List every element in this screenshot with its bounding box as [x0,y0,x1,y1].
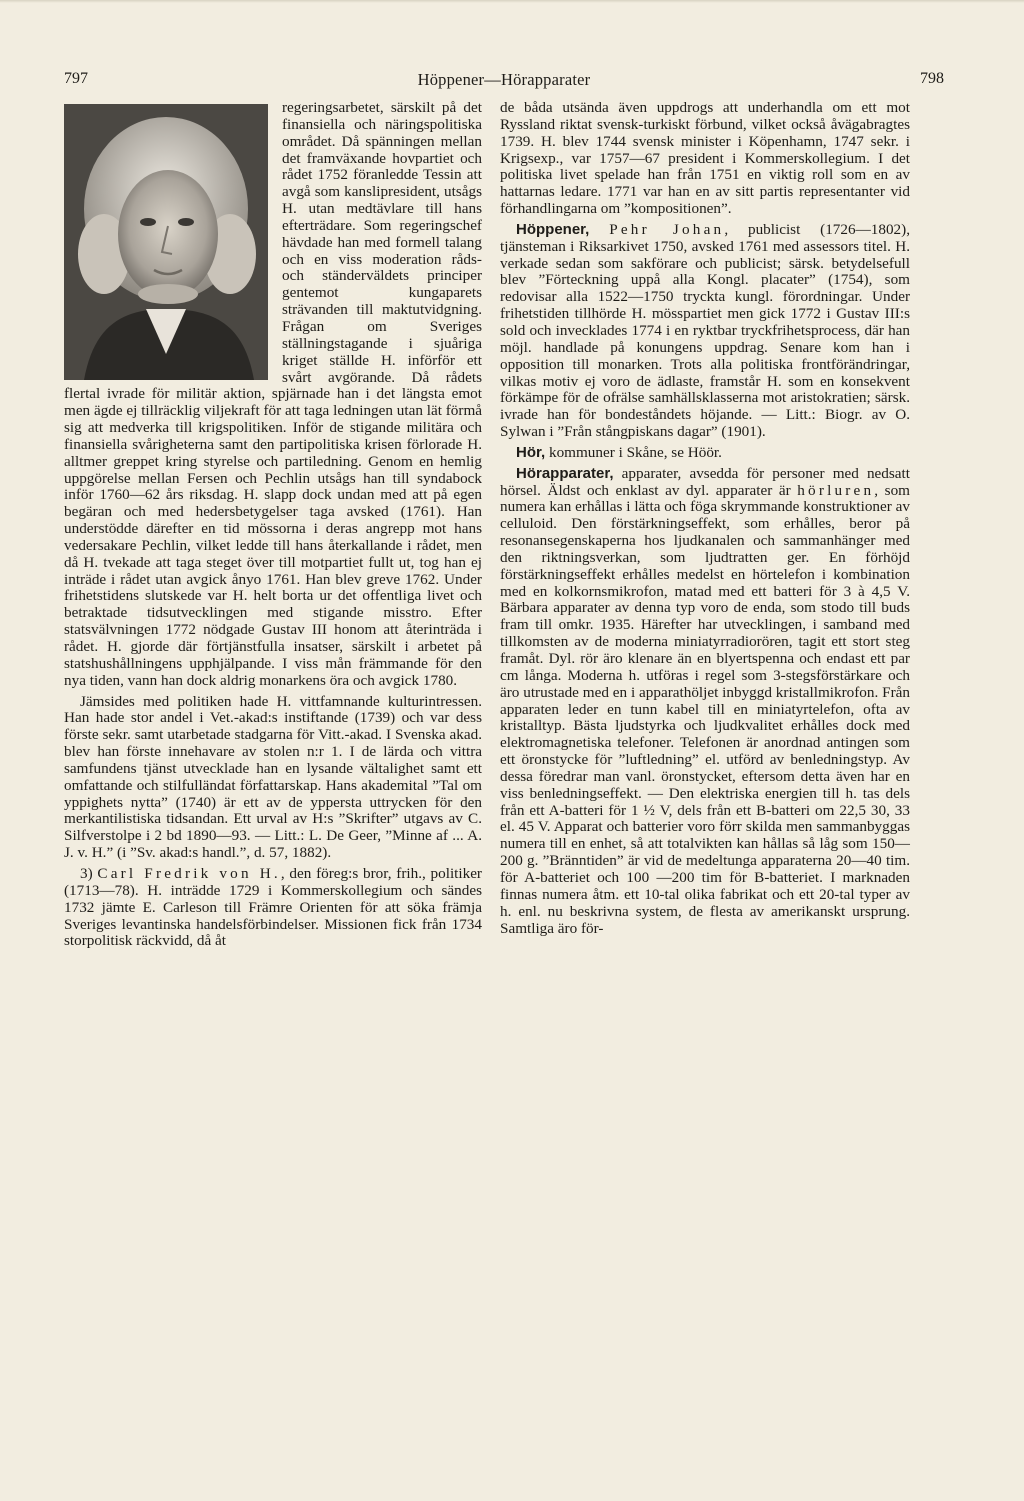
page-number-right: 798 [920,70,944,87]
term-horluren: hörluren [797,481,875,499]
entry-head-hor: Hör, [516,443,546,461]
entry-name-pehr-johan: Pehr Johan [609,220,725,238]
portrait-eye-right [178,218,194,226]
entry-horapparater [500,466,910,938]
entry-number: 3) [80,864,93,882]
portrait-drawing [64,104,268,380]
left-paragraph-1: regeringsarbetet, särskilt på det finansiella och näringspolitiska området. Då spänningen mellan det framväxande hovpartiet och rådet 1752 föranledde Tessin att avgå som kanslipresident, utsågs H. utan medtävlare till hans efterträdare. Som regeringschef hävdade han med formell talang och en viss moderation råds- och ständerväldets principer gentemot kungaparets strävanden till maktutvidgning. Frågan om Sveriges ställningstagande i sjuåriga kriget ställde H. införför ett svårt avgörande. Då rådets flertal ivrade för militär aktion, spjärnade han i det längsta emot men ägde ej tillräcklig viljekraft för att taga ledningen utan lät förmå sig att medverka till krigspolitiken. Inför de stigande militära och finansiella svårigheterna samt den partipolitiska krisen förlorade H. alltmer greppet kring styrelse och partiledning. Genom en hemlig uppgörelse mellan Fersen och Pechlin utsågs han till syndabock inför 1760—62 års riksdag. H. slapp dock undan med att på egen begäran och med hedersbetygelser taga avsked (1761). Han understödde därefter en tid mössorna i deras angrepp mot hans vedersakare Pechlin, vilket ledde till hans återkallande i rådet, men då H. tvekade att taga steget över till motpartiet fullt ut, tog han ej inträde i rådet utan avgick ånyo 1761. Han blev greve 1762. Under frihetstidens slutskede var H. helt borta ur det offentliga livet och betraktade tidsutvecklingen med stigande misstro. Efter statsvälvningen 1772 nödgade Gustav III honom att återinträda i rådet. H. gjorde där förtjänstfulla insatser, särskilt i arbetet på statshushållningens upphjälpande. I viss mån främmande för den nya tiden, vann han dock aldrig monarkens öra och avgick 1780. [64,99,482,689]
left-paragraph-3 [64,866,482,950]
portrait-face [118,170,218,298]
running-header [64,70,944,98]
entry-name-carl-fredrik: Carl Fredrik von H. [97,864,281,882]
left-paragraph-2: Jämsides med politiken hade H. vittfamnande kulturintressen. Han hade stor andel i Vet.-akad:s instiftande (1739) och var dess förste sekr. samt utarbetade stadgarna för Vitt.-akad. I Svenska akad. blev han förste innehavare av stolen n:r 1. I de lärda och vittra samfundens tjänst utvecklade han en lysande vältalighet samt ett omfattande och stilfulländat författarskap. Hans akademital ”Tal om yppighets nytta” (1740) är ett av de yppersta uttrycken för den merkantilistiska tidsandan. Ett urval av H:s ”Skrifter” utgavs av C. Silfverstolpe i 2 bd 1890—93. — Litt.: L. De Geer, ”Minne af ... A. J. v. H.” (i ”Sv. akad:s handl.”, d. 57, 1882). [64,692,482,862]
portrait-eye-left [140,218,156,226]
entry-hor [500,445,910,462]
page-number-left: 797 [64,70,88,87]
entry-head-hoppener: Höppener, [516,220,590,238]
top-edge [0,0,1024,3]
entry-text-hor: kommuner i Skåne, se Höör. [545,443,722,461]
header-title: Höppener—Hörapparater [417,70,591,89]
entry-hoppener [500,222,910,441]
entry-head-horapparater: Hörapparater, [516,464,614,482]
entry-text-hoppener: , publicist (1726—1802), tjänsteman i Riksarkivet 1750, avsked 1761 med assessors titel. H. verkade sedan som sakförare och publicist; särsk. betydelsefull blev ”Förteckning uppå alla Kongl. placater” (1754), som redovisar alla 1522—1750 tryckta kungl. förordningar. Under frihetstiden tillhörde H. mösspartiet men gick 1772 i Gustav III:s sold och invecklades 1774 i en ryktbar tryckfrihetsprocess, där han möjl. handlade på konungens uppdrag. Senare kom han i opposition till monarken. Trots alla politiska frontförändringar, vilkas motiv ej voro de ädlaste, framstår H. som en konsekvent förkämpe för de ofrälse samhällsklasserna mot aristokratien; särsk. ivrade han för bondeståndets höjande. — Litt.: Biogr. av O. Sylwan i ”Från stångpiskans dagar” (1901). [500,220,910,441]
right-column [500,100,910,937]
entry-text-carl-fredrik: , den föreg:s bror, frih., politiker (1713—78). H. inträdde 1729 i Kommerskollegium och sändes 1732 jämte E. Carleson till Främre Orienten för att söka främja Sveriges levantinska handelsförbindelser. Missionen fick från 1734 storpolitisk räckvidd, då åt [64,864,482,950]
portrait-image [64,104,268,380]
entry-text-horapparater-a: apparater, avsedda för personer med nedsatt hörsel. Äldst och enklast av dyl. apparater är [500,464,910,499]
right-paragraph-1: de båda utsända även uppdrogs att underhandla om ett mot Ryssland riktat svensk-turkiskt förbund, vilket också åvägabragtes 1739. H. blev 1744 svensk minister i Köpenhamn, 1747 sekr. i Krigsexp., var 1757—67 president i Kommerskollegium. I det politiska livet spelade han från 1751 en viktig roll som en av hattarnas ledare. 1771 var han en av sitt partis representanter vid förhandlingarna om ”kompositionen”. [500,99,910,218]
portrait-chin [138,284,198,304]
left-column [64,100,482,950]
entry-text-horapparater-b: , som numera kan erhållas i lätta och föga skrymmande konstruktioner av celluloid. Den förstärkningseffekt, som erhålles, beror på resonansegenskaperna hos ljudkanalen och sammanhänger med den riktningsverkan, som ljudtratten ger. En förhöjd förstärkningseffekt erhålles medelst en hörtelefon i kombination med en kolkornsmikrofon, matad med ett batteri för 3 à 4,5 V. Bärbara apparater av denna typ voro de enda, som stodo till buds fram till omkr. 1935. Härefter har utvecklingen, i samband med tillkomsten av de moderna miniatyrradiorören, tagit ett stort steg framåt. Dyl. rör äro klenare än en blyertspenna och endast ett par cm långa. Moderna h. utföras i regel som 3-stegsförstärkare och äro utrustade med en i apparathöljet inbyggd kristallmikrofon. Från apparaten leder en tunn kabel till en miniatyrtelefon, ofta av kristalltyp. Bästa ljudstyrka och ljudkvalitet erhålles dock med elektromagnetiska telefoner. Telefonen är anordnad antingen som ett öronstycke för ”luftledning” el. utförd av benledningstyp. Av dessa föredrar man vanl. öronstycket, eftersom detta även har en viss benledningseffekt. — Den elektriska energien till h. tas dels från ett A-batteri för 1 ½ V, dels från ett B-batteri om 22,5 30, 33 el. 45 V. Apparat och batterier voro förr skilda men sammanbyggas numera till en enhet, så att totalvikten kan hållas så låg som 150—200 g. ”Bränntiden” är vid de medeltunga apparaterna 20—40 tim. för A-batteriet och 100 —200 tim för B-batteriet. I marknaden finnas numera åtm. ett 10-tal olika fabrikat och ett 20-tal typer av h. enl. nu beskrivna system, de flesta av amerikanskt ursprung. Samtliga äro för- [500,481,910,937]
